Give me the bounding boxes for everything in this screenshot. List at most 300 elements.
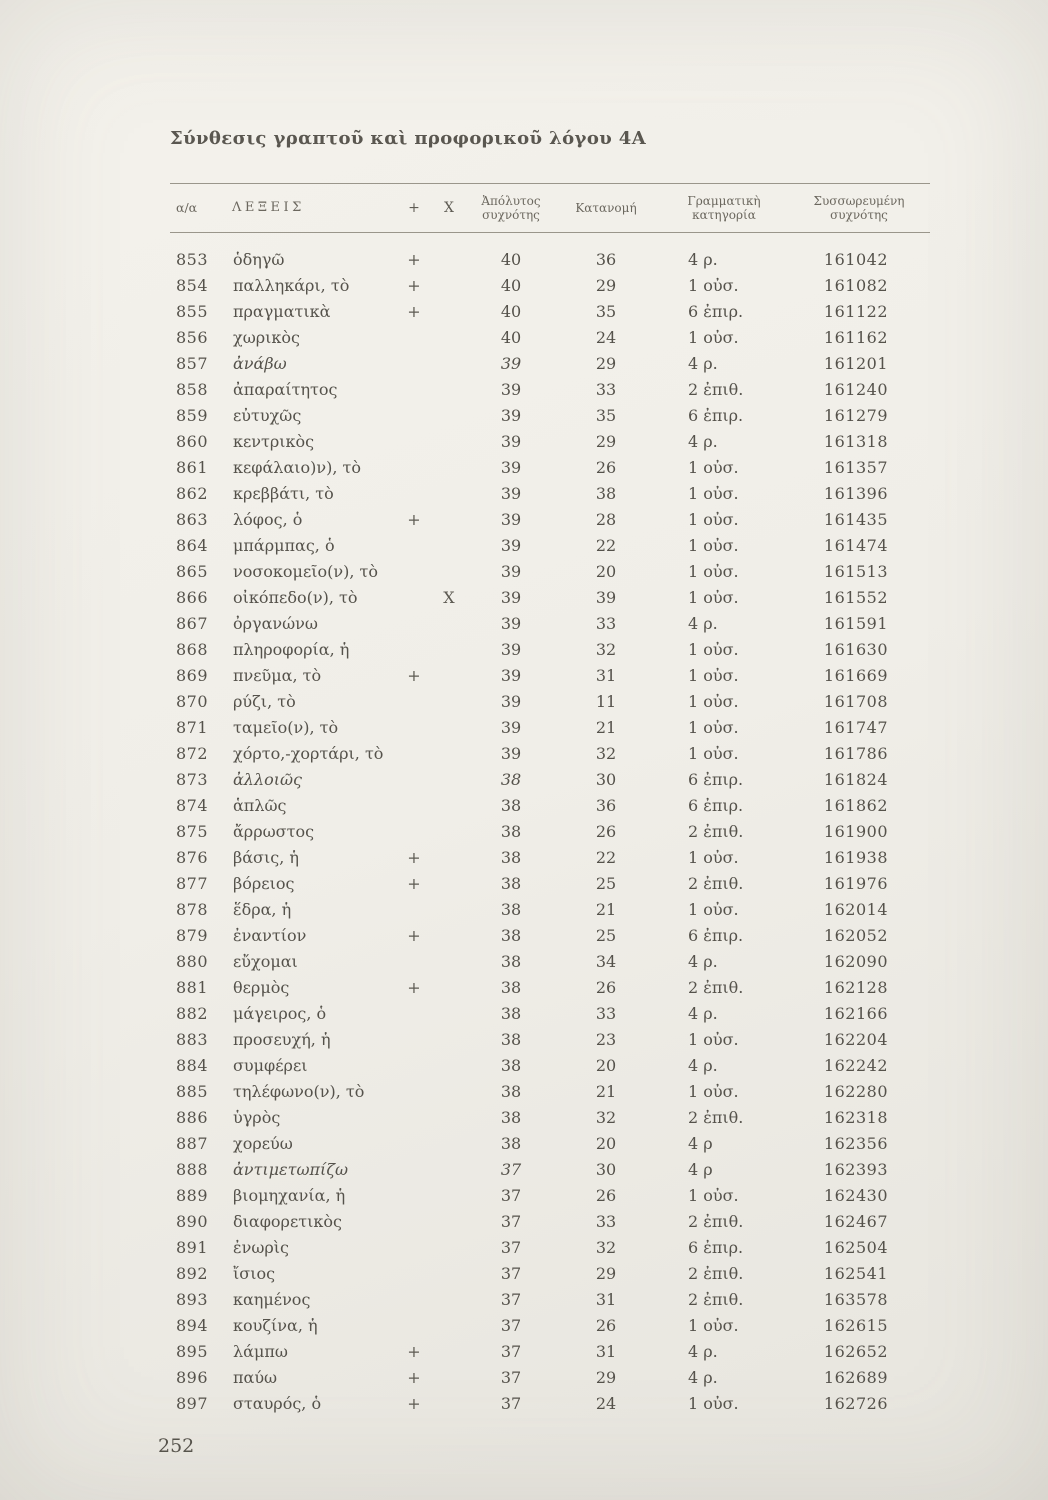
- cell-plus-mark: [400, 767, 428, 793]
- cell-index: 894: [176, 1316, 209, 1335]
- cell-word: παύω: [233, 1368, 278, 1387]
- cell-index: 863: [176, 510, 209, 529]
- cell-cumulative: 162014: [823, 900, 888, 919]
- cell-grammar: 4 ρ.: [688, 1368, 718, 1387]
- cell-word: βιομηχανία, ἡ: [233, 1186, 346, 1205]
- cell-distribution: 31: [595, 666, 617, 685]
- cell-word: συμφέρει: [233, 1056, 308, 1075]
- cell-index: 862: [176, 484, 209, 503]
- cell-distribution: 28: [595, 510, 617, 529]
- cell-cumulative: 161042: [823, 250, 888, 269]
- cell-plus-mark: [400, 1183, 428, 1209]
- cell-plus-mark: +: [407, 302, 421, 321]
- cell-plus-mark: +: [407, 1342, 421, 1361]
- cell-cumulative: 162726: [823, 1394, 888, 1413]
- cell-x-mark: [428, 1131, 470, 1157]
- table-row: [170, 325, 930, 351]
- cell-plus-mark: [400, 1235, 428, 1261]
- cell-abs-frequency: 39: [500, 744, 522, 763]
- cell-plus-mark: +: [407, 926, 421, 945]
- cell-grammar: 2 ἐπιθ.: [688, 1264, 744, 1283]
- cell-grammar: 2 ἐπιθ.: [688, 978, 744, 997]
- cell-x-mark: [428, 715, 470, 741]
- table-row: [170, 1027, 930, 1053]
- cell-abs-frequency: 39: [500, 536, 522, 555]
- cell-distribution: 25: [595, 874, 617, 893]
- cell-x-mark: [428, 819, 470, 845]
- cell-abs-frequency: 38: [500, 1056, 522, 1075]
- table-row: [170, 481, 930, 507]
- table-row: [170, 1105, 930, 1131]
- cell-grammar: 1 οὐσ.: [688, 692, 739, 711]
- cell-x-mark: [428, 377, 470, 403]
- cell-x-mark: [428, 897, 470, 923]
- cell-plus-mark: [400, 1053, 428, 1079]
- cell-distribution: 21: [595, 718, 617, 737]
- cell-grammar: 4 ρ.: [688, 432, 718, 451]
- header-distribution: Κατανομή: [552, 184, 660, 233]
- cell-grammar: 4 ρ.: [688, 1004, 718, 1023]
- cell-plus-mark: [400, 1079, 428, 1105]
- cell-word: ἐναντίον: [233, 926, 307, 945]
- table-row: [170, 533, 930, 559]
- table-row: [170, 1079, 930, 1105]
- cell-distribution: 32: [595, 1238, 617, 1257]
- cell-cumulative: 161708: [823, 692, 888, 711]
- cell-distribution: 20: [595, 562, 617, 581]
- cell-plus-mark: [400, 949, 428, 975]
- cell-abs-frequency: 39: [500, 562, 522, 581]
- cell-grammar: 1 οὐσ.: [688, 562, 739, 581]
- cell-index: 861: [176, 458, 209, 477]
- cell-abs-frequency: 39: [500, 510, 522, 529]
- table-row: [170, 1209, 930, 1235]
- table-row: [170, 233, 930, 274]
- cell-index: 879: [176, 926, 209, 945]
- cell-abs-frequency: 37: [500, 1342, 522, 1361]
- table-row: [170, 273, 930, 299]
- cell-abs-frequency: 39: [500, 692, 522, 711]
- cell-abs-frequency: 39: [500, 432, 522, 451]
- cell-cumulative: 162430: [823, 1186, 888, 1205]
- cell-word: κεντρικὸς: [233, 432, 315, 451]
- table-row: [170, 689, 930, 715]
- cell-index: 876: [176, 848, 209, 867]
- cell-plus-mark: [400, 1313, 428, 1339]
- cell-distribution: 35: [595, 406, 617, 425]
- cell-index: 897: [176, 1394, 209, 1413]
- cell-cumulative: 162689: [823, 1368, 888, 1387]
- cell-x-mark: [428, 793, 470, 819]
- cell-index: 870: [176, 692, 209, 711]
- cell-cumulative: 161435: [823, 510, 888, 529]
- cell-abs-frequency: 40: [500, 250, 522, 269]
- table-row: [170, 403, 930, 429]
- cell-distribution: 30: [595, 770, 617, 789]
- cell-index: 890: [176, 1212, 209, 1231]
- cell-grammar: 1 οὐσ.: [688, 640, 739, 659]
- cell-grammar: 2 ἐπιθ.: [688, 822, 744, 841]
- cell-grammar: 4 ρ.: [688, 250, 718, 269]
- cell-plus-mark: [400, 793, 428, 819]
- cell-grammar: 1 οὐσ.: [688, 848, 739, 867]
- cell-cumulative: 161900: [823, 822, 888, 841]
- cell-x-mark: [428, 299, 470, 325]
- table-row: [170, 585, 930, 611]
- cell-grammar: 6 ἐπιρ.: [688, 302, 744, 321]
- cell-index: 873: [176, 770, 209, 789]
- table-row: [170, 1183, 930, 1209]
- cell-cumulative: 162652: [823, 1342, 888, 1361]
- cell-abs-frequency: 38: [500, 978, 522, 997]
- cell-index: 866: [176, 588, 209, 607]
- cell-word: βόρειος: [233, 874, 295, 893]
- cell-x-mark: [428, 325, 470, 351]
- cell-distribution: 29: [595, 354, 617, 373]
- cell-grammar: 1 οὐσ.: [688, 328, 739, 347]
- cell-word: χωρικὸς: [233, 328, 301, 347]
- cell-distribution: 11: [595, 692, 617, 711]
- cell-word: προσευχή, ἡ: [233, 1030, 331, 1049]
- cell-x-mark: [428, 1261, 470, 1287]
- cell-cumulative: 161938: [823, 848, 888, 867]
- cell-index: 887: [176, 1134, 209, 1153]
- cell-cumulative: 162166: [823, 1004, 888, 1023]
- cell-index: 886: [176, 1108, 209, 1127]
- table-header-row: [170, 184, 930, 233]
- cell-cumulative: 161279: [823, 406, 888, 425]
- cell-distribution: 29: [595, 1368, 617, 1387]
- cell-index: 855: [176, 302, 209, 321]
- cell-distribution: 34: [595, 952, 617, 971]
- cell-word: λάμπω: [233, 1342, 288, 1361]
- cell-distribution: 22: [595, 536, 617, 555]
- cell-plus-mark: [400, 325, 428, 351]
- cell-abs-frequency: 37: [500, 1368, 522, 1387]
- cell-word: ἐνωρὶς: [233, 1238, 289, 1257]
- cell-word: παλληκάρι, τὸ: [233, 276, 350, 295]
- cell-word: ἴσιος: [233, 1264, 276, 1283]
- cell-index: 884: [176, 1056, 209, 1075]
- cell-grammar: 4 ρ.: [688, 354, 718, 373]
- cell-distribution: 26: [595, 1316, 617, 1335]
- cell-plus-mark: [400, 1209, 428, 1235]
- cell-distribution: 30: [595, 1160, 617, 1179]
- cell-x-mark: [428, 273, 470, 299]
- cell-grammar: 6 ἐπιρ.: [688, 926, 744, 945]
- cell-word: ἕδρα, ἡ: [233, 900, 292, 919]
- cell-word: ὀργανώνω: [233, 614, 318, 633]
- cell-word: ἀντιμετωπίζω: [233, 1160, 349, 1179]
- cell-index: 893: [176, 1290, 209, 1309]
- cell-distribution: 26: [595, 978, 617, 997]
- cell-grammar: 1 οὐσ.: [688, 458, 739, 477]
- cell-plus-mark: +: [407, 666, 421, 685]
- cell-plus-mark: [400, 533, 428, 559]
- cell-distribution: 36: [595, 250, 617, 269]
- cell-x-mark: [428, 1339, 470, 1365]
- cell-index: 871: [176, 718, 209, 737]
- cell-word: διαφορετικὸς: [233, 1212, 342, 1231]
- table-row: [170, 845, 930, 871]
- cell-grammar: 1 οὐσ.: [688, 1186, 739, 1205]
- cell-distribution: 31: [595, 1342, 617, 1361]
- cell-cumulative: 163578: [823, 1290, 888, 1309]
- cell-word: ὑγρὸς: [233, 1108, 281, 1127]
- cell-abs-frequency: 37: [500, 1290, 522, 1309]
- cell-abs-frequency: 39: [500, 640, 522, 659]
- cell-distribution: 33: [595, 614, 617, 633]
- cell-plus-mark: [400, 403, 428, 429]
- cell-x-mark: [428, 1313, 470, 1339]
- cell-x-mark: [428, 741, 470, 767]
- cell-grammar: 1 οὐσ.: [688, 1316, 739, 1335]
- table-row: [170, 949, 930, 975]
- cell-x-mark: [428, 233, 470, 274]
- cell-word: πραγματικὰ: [233, 302, 331, 321]
- cell-abs-frequency: 38: [500, 1134, 522, 1153]
- cell-x-mark: [428, 767, 470, 793]
- cell-distribution: 32: [595, 640, 617, 659]
- cell-index: 896: [176, 1368, 209, 1387]
- cell-cumulative: 162504: [823, 1238, 888, 1257]
- table-row: [170, 923, 930, 949]
- cell-cumulative: 161201: [823, 354, 888, 373]
- cell-x-mark: [428, 455, 470, 481]
- cell-grammar: 6 ἐπιρ.: [688, 406, 744, 425]
- cell-x-mark: [428, 1365, 470, 1391]
- cell-word: εὔχομαι: [233, 952, 298, 971]
- cell-plus-mark: [400, 585, 428, 611]
- cell-distribution: 35: [595, 302, 617, 321]
- cell-index: 872: [176, 744, 209, 763]
- cell-grammar: 4 ρ.: [688, 614, 718, 633]
- cell-grammar: 4 ρ.: [688, 1056, 718, 1075]
- cell-index: 892: [176, 1264, 209, 1283]
- cell-cumulative: 161862: [823, 796, 888, 815]
- header-cumulative-frequency: Συσσωρευμένη συχνότης: [788, 184, 930, 233]
- cell-word: ὁδηγῶ: [233, 250, 285, 269]
- cell-index: 878: [176, 900, 209, 919]
- table-row: [170, 559, 930, 585]
- cell-abs-frequency: 38: [500, 1082, 522, 1101]
- cell-plus-mark: +: [407, 874, 421, 893]
- cell-word: πνεῦμα, τὸ: [233, 666, 322, 685]
- cell-abs-frequency: 38: [500, 796, 522, 815]
- cell-plus-mark: +: [407, 1368, 421, 1387]
- cell-index: 891: [176, 1238, 209, 1257]
- cell-plus-mark: +: [407, 848, 421, 867]
- cell-x-mark: [428, 533, 470, 559]
- cell-index: 885: [176, 1082, 209, 1101]
- cell-grammar: 2 ἐπιθ.: [688, 874, 744, 893]
- cell-abs-frequency: 38: [500, 822, 522, 841]
- cell-distribution: 29: [595, 276, 617, 295]
- cell-x-mark: [428, 1287, 470, 1313]
- cell-cumulative: 162090: [823, 952, 888, 971]
- cell-cumulative: 162541: [823, 1264, 888, 1283]
- cell-x-mark: [428, 1157, 470, 1183]
- cell-word: κρεββάτι, τὸ: [233, 484, 334, 503]
- cell-abs-frequency: 37: [500, 1186, 522, 1205]
- cell-plus-mark: [400, 819, 428, 845]
- cell-word: μάγειρος, ὁ: [233, 1004, 327, 1023]
- cell-index: 854: [176, 276, 209, 295]
- cell-abs-frequency: 37: [500, 1160, 522, 1179]
- table-row: [170, 819, 930, 845]
- cell-x-mark: [428, 481, 470, 507]
- cell-cumulative: 161318: [823, 432, 888, 451]
- table-row: [170, 1287, 930, 1313]
- table-row: [170, 1339, 930, 1365]
- cell-grammar: 6 ἐπιρ.: [688, 796, 744, 815]
- cell-word: ἀνάβω: [233, 354, 287, 373]
- cell-plus-mark: [400, 741, 428, 767]
- cell-grammar: 2 ἐπιθ.: [688, 1212, 744, 1231]
- table-row: [170, 1365, 930, 1391]
- cell-grammar: 6 ἐπιρ.: [688, 1238, 744, 1257]
- cell-abs-frequency: 38: [500, 770, 522, 789]
- cell-index: 883: [176, 1030, 209, 1049]
- cell-x-mark: [428, 1105, 470, 1131]
- cell-x-mark: [428, 975, 470, 1001]
- cell-abs-frequency: 37: [500, 1316, 522, 1335]
- cell-distribution: 26: [595, 458, 617, 477]
- cell-abs-frequency: 40: [500, 328, 522, 347]
- table-row: [170, 429, 930, 455]
- frequency-table: [170, 183, 930, 1417]
- table-row: [170, 351, 930, 377]
- cell-x-mark: [428, 507, 470, 533]
- table-row: [170, 637, 930, 663]
- cell-index: 858: [176, 380, 209, 399]
- cell-plus-mark: [400, 1105, 428, 1131]
- cell-plus-mark: [400, 1027, 428, 1053]
- cell-plus-mark: [400, 455, 428, 481]
- cell-cumulative: 162052: [823, 926, 888, 945]
- cell-abs-frequency: 38: [500, 926, 522, 945]
- cell-index: 868: [176, 640, 209, 659]
- cell-cumulative: 162128: [823, 978, 888, 997]
- cell-index: 895: [176, 1342, 209, 1361]
- cell-distribution: 20: [595, 1056, 617, 1075]
- cell-distribution: 23: [595, 1030, 617, 1049]
- cell-x-mark: [428, 1053, 470, 1079]
- cell-distribution: 22: [595, 848, 617, 867]
- header-plus-mark: +: [400, 184, 428, 233]
- table-row: [170, 1235, 930, 1261]
- cell-word: ρύζι, τὸ: [233, 692, 296, 711]
- cell-abs-frequency: 39: [500, 484, 522, 503]
- table-row: [170, 1157, 930, 1183]
- cell-distribution: 21: [595, 900, 617, 919]
- cell-cumulative: 162467: [823, 1212, 888, 1231]
- cell-grammar: 4 ρ: [688, 1160, 713, 1179]
- cell-plus-mark: [400, 351, 428, 377]
- table-row: [170, 1053, 930, 1079]
- cell-abs-frequency: 39: [500, 354, 522, 373]
- cell-cumulative: 161669: [823, 666, 888, 685]
- cell-grammar: 1 οὐσ.: [688, 276, 739, 295]
- cell-x-mark: [428, 689, 470, 715]
- table-row: [170, 1261, 930, 1287]
- cell-plus-mark: [400, 1261, 428, 1287]
- cell-word: χορεύω: [233, 1134, 293, 1153]
- cell-abs-frequency: 37: [500, 1394, 522, 1413]
- cell-cumulative: 161396: [823, 484, 888, 503]
- cell-distribution: 33: [595, 1004, 617, 1023]
- cell-grammar: 2 ἐπιθ.: [688, 1290, 744, 1309]
- cell-grammar: 4 ρ.: [688, 1342, 718, 1361]
- cell-grammar: 2 ἐπιθ.: [688, 380, 744, 399]
- cell-x-mark: [428, 351, 470, 377]
- cell-abs-frequency: 39: [500, 406, 522, 425]
- cell-distribution: 24: [595, 328, 617, 347]
- cell-index: 853: [176, 250, 209, 269]
- cell-grammar: 1 οὐσ.: [688, 666, 739, 685]
- cell-distribution: 31: [595, 1290, 617, 1309]
- cell-grammar: 1 οὐσ.: [688, 536, 739, 555]
- cell-cumulative: 161976: [823, 874, 888, 893]
- cell-grammar: 4 ρ.: [688, 952, 718, 971]
- cell-plus-mark: +: [407, 978, 421, 997]
- table-row: [170, 1131, 930, 1157]
- table-row: [170, 975, 930, 1001]
- cell-distribution: 29: [595, 1264, 617, 1283]
- cell-index: 869: [176, 666, 209, 685]
- header-absolute-frequency: Ἀπόλυτος συχνότης: [470, 184, 552, 233]
- cell-abs-frequency: 38: [500, 874, 522, 893]
- table-row: [170, 377, 930, 403]
- cell-x-mark: [428, 1183, 470, 1209]
- table-row: [170, 767, 930, 793]
- header-index: α/α: [170, 184, 232, 233]
- cell-abs-frequency: 38: [500, 1108, 522, 1127]
- cell-plus-mark: [400, 897, 428, 923]
- cell-abs-frequency: 38: [500, 1004, 522, 1023]
- cell-x-mark: Χ: [443, 588, 455, 607]
- cell-x-mark: [428, 1235, 470, 1261]
- cell-cumulative: 161122: [823, 302, 888, 321]
- table-row: [170, 741, 930, 767]
- cell-abs-frequency: 40: [500, 302, 522, 321]
- cell-abs-frequency: 40: [500, 276, 522, 295]
- cell-x-mark: [428, 1209, 470, 1235]
- cell-x-mark: [428, 663, 470, 689]
- cell-abs-frequency: 38: [500, 1030, 522, 1049]
- cell-distribution: 38: [595, 484, 617, 503]
- cell-index: 856: [176, 328, 209, 347]
- cell-word: ταμεῖο(ν), τὸ: [233, 718, 339, 737]
- cell-abs-frequency: 37: [500, 1212, 522, 1231]
- cell-cumulative: 161630: [823, 640, 888, 659]
- cell-word: πληροφορία, ἡ: [233, 640, 350, 659]
- cell-plus-mark: [400, 377, 428, 403]
- cell-abs-frequency: 38: [500, 848, 522, 867]
- cell-cumulative: 161474: [823, 536, 888, 555]
- table-row: [170, 299, 930, 325]
- cell-index: 867: [176, 614, 209, 633]
- cell-abs-frequency: 37: [500, 1238, 522, 1257]
- cell-word: θερμὸς: [233, 978, 290, 997]
- cell-index: 857: [176, 354, 209, 373]
- cell-abs-frequency: 37: [500, 1264, 522, 1283]
- cell-word: οἰκόπεδο(ν), τὸ: [233, 588, 358, 607]
- cell-word: ἁπλῶς: [233, 796, 287, 815]
- cell-grammar: 1 οὐσ.: [688, 588, 739, 607]
- cell-grammar: 1 οὐσ.: [688, 510, 739, 529]
- cell-plus-mark: [400, 481, 428, 507]
